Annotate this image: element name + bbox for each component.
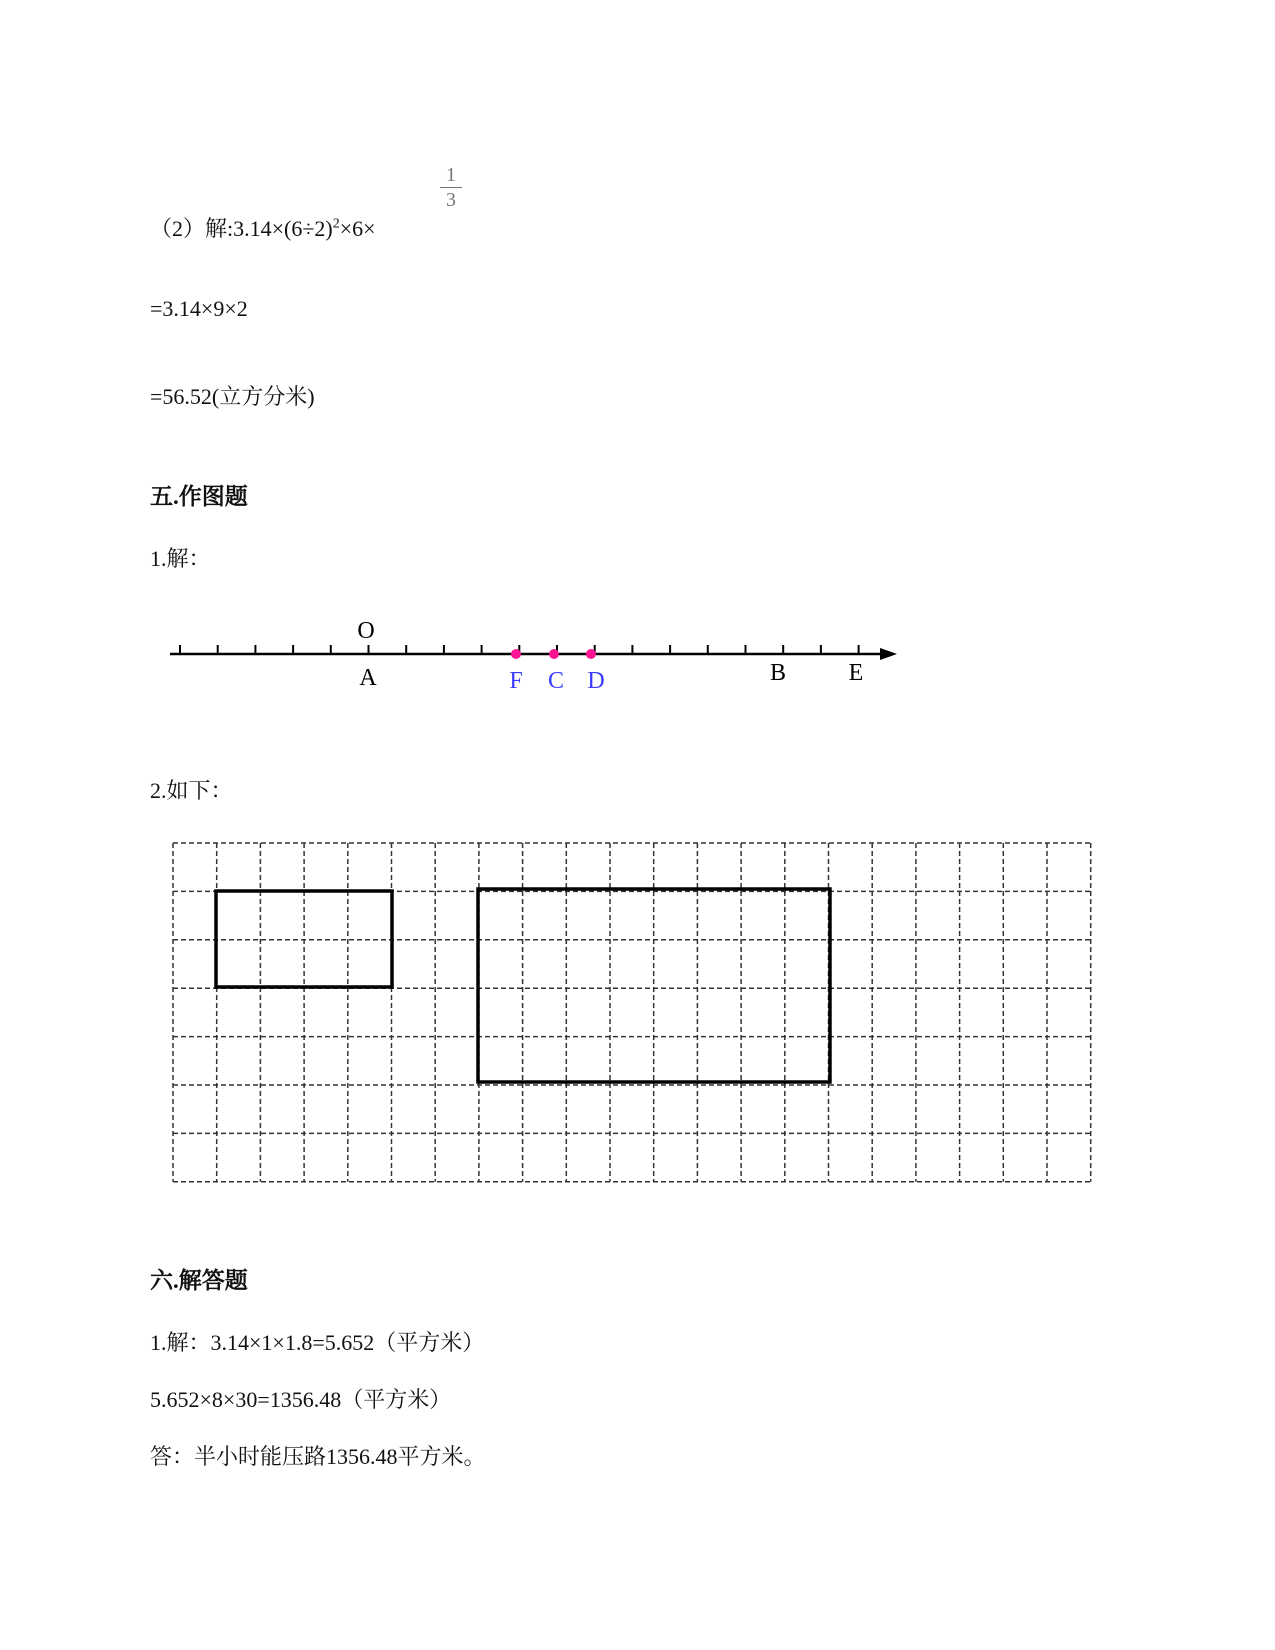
label-b: B: [769, 660, 787, 686]
label-d: D: [587, 668, 605, 694]
calc-line-1-suffix: ×6×: [339, 216, 376, 241]
exponent: 2: [332, 216, 340, 232]
answer-line-1: 1.解：3.14×1×1.8=5.652（平方米）: [150, 1330, 485, 1355]
section-6-heading: 六.解答题: [150, 1268, 248, 1293]
label-f: F: [509, 668, 523, 694]
answer-line-3: 答：半小时能压路1356.48平方米。: [150, 1444, 486, 1469]
label-e: E: [848, 660, 864, 686]
label-a: A: [359, 665, 377, 691]
answer-line-2: 5.652×8×30=1356.48（平方米）: [150, 1387, 452, 1412]
label-c: C: [547, 668, 565, 694]
question-2-label: 2.如下：: [150, 778, 233, 803]
fraction-numerator: 1: [446, 164, 456, 186]
section-5-heading: 五.作图题: [150, 484, 248, 509]
fraction-denominator: 3: [446, 189, 456, 211]
label-o: O: [357, 618, 375, 644]
calc-line-3: =56.52(立方分米): [150, 384, 315, 409]
question-1-label: 1.解：: [150, 546, 211, 571]
calc-line-1-prefix: （2）解:3.14×(6÷2): [150, 216, 333, 241]
calc-line-2: =3.14×9×2: [150, 296, 248, 321]
